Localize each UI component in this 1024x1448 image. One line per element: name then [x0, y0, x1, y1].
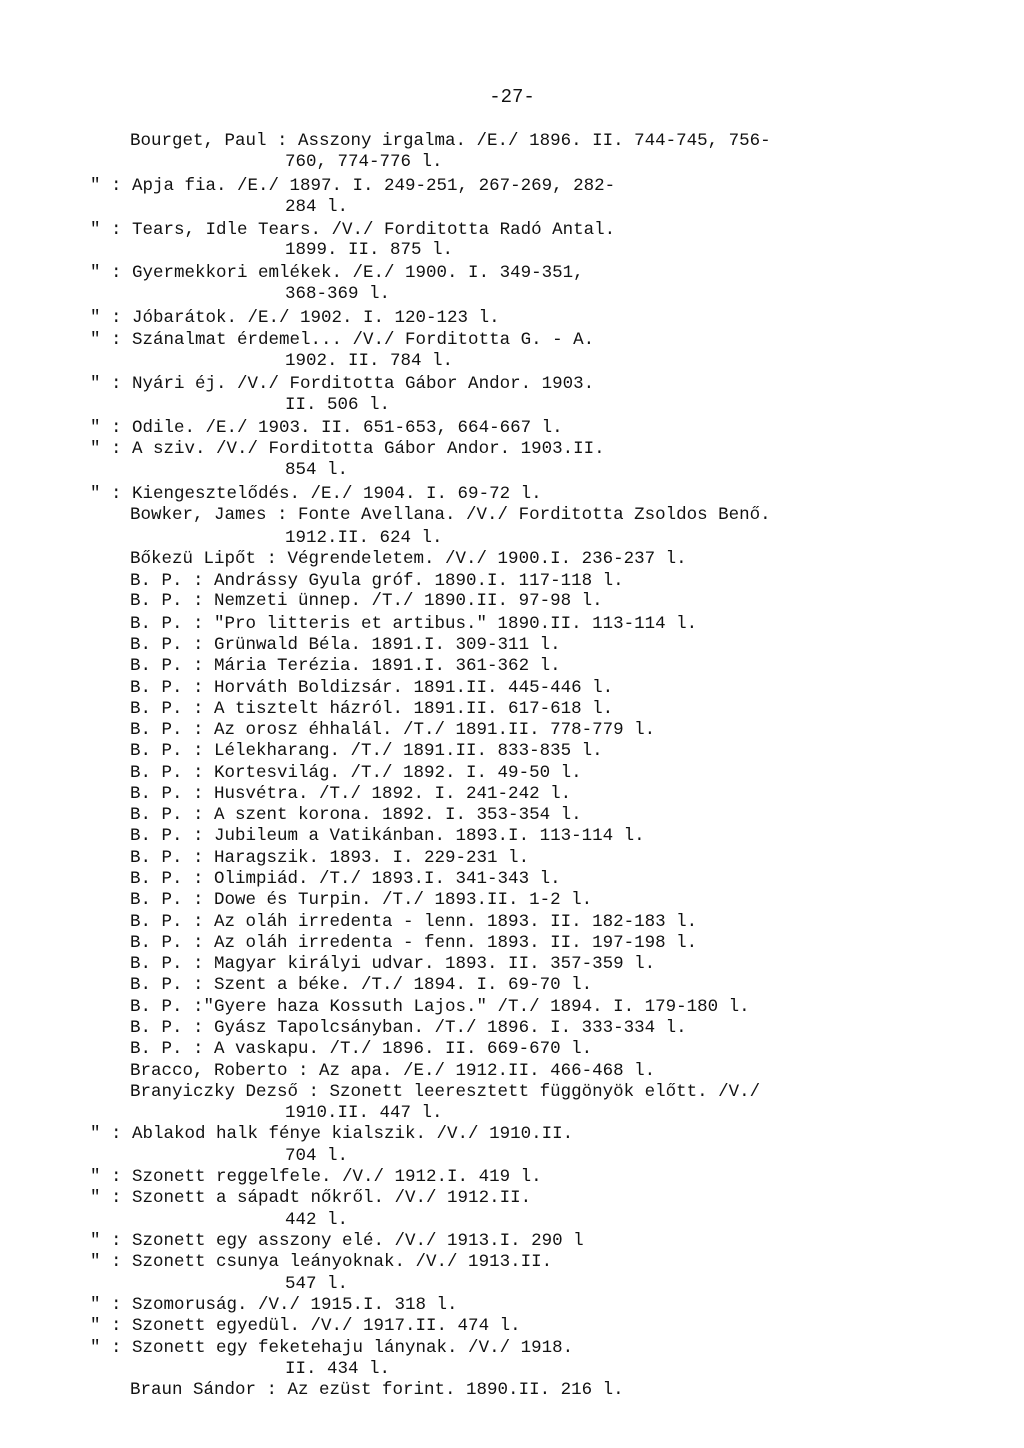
entry-line: " : Odile. /E./ 1903. II. 651-653, 664-667 l. [90, 418, 563, 438]
entry-line: B. P. : Gyász Tapolcsányban. /T./ 1896. I. 333-334 l. [130, 1018, 687, 1038]
entry-line: B. P. : Grünwald Béla. 1891.I. 309-311 l. [130, 635, 561, 655]
entry-line: " : Szonett egy asszony elé. /V./ 1913.I. 290 l [90, 1231, 584, 1251]
entry-line: 854 l. [285, 460, 349, 480]
entry-line: Bourget, Paul : Asszony irgalma. /E./ 1896. II. 744-745, 756- [130, 131, 771, 151]
entry-line: B. P. : Husvétra. /T./ 1892. I. 241-242 l. [130, 784, 572, 804]
entry-line: Braun Sándor : Az ezüst forint. 1890.II. 216 l. [130, 1380, 624, 1400]
entry-line: B. P. : A szent korona. 1892. I. 353-354 l. [130, 805, 582, 825]
entry-line: " : Kiengesztelődés. /E./ 1904. I. 69-72 l. [90, 484, 542, 504]
entry-line: II. 506 l. [285, 395, 391, 415]
entry-line: B. P. : Andrássy Gyula gróf. 1890.I. 117-118 l. [130, 571, 624, 591]
entry-line: 760, 774-776 l. [285, 152, 443, 172]
entry-line: B. P. : Kortesvilág. /T./ 1892. I. 49-50 l. [130, 763, 582, 783]
entry-line: B. P. : Jubileum a Vatikánban. 1893.I. 113-114 l. [130, 826, 645, 846]
entry-line: B. P. : "Pro litteris et artibus." 1890.II. 113-114 l. [130, 614, 698, 634]
entry-line: " : Nyári éj. /V./ Forditotta Gábor Andor. 1903. [90, 374, 595, 394]
entry-line: 704 l. [285, 1146, 349, 1166]
page-number: -27- [489, 86, 535, 108]
entry-line: B. P. : Olimpiád. /T./ 1893.I. 341-343 l. [130, 869, 561, 889]
entry-line: B. P. : Nemzeti ünnep. /T./ 1890.II. 97-98 l. [130, 591, 603, 611]
entry-line: " : Szonett egy feketehaju lánynak. /V./ 1918. [90, 1338, 574, 1358]
entry-line: " : Szánalmat érdemel... /V./ Forditotta G. - A. [90, 330, 595, 350]
entry-line: B. P. : Magyar királyi udvar. 1893. II. 357-359 l. [130, 954, 656, 974]
entry-line: II. 434 l. [285, 1359, 391, 1379]
entry-line: B. P. : Lélekharang. /T./ 1891.II. 833-835 l. [130, 741, 603, 761]
entry-line: " : Jóbarátok. /E./ 1902. I. 120-123 l. [90, 308, 500, 328]
entry-line: " : Tears, Idle Tears. /V./ Forditotta Radó Antal. [90, 220, 616, 240]
entry-line: 1899. II. 875 l. [285, 240, 454, 260]
entry-line: 1902. II. 784 l. [285, 351, 454, 371]
entry-line: " : A sziv. /V./ Forditotta Gábor Andor. 1903.II. [90, 439, 605, 459]
entry-line: " : Szonett a sápadt nőkről. /V./ 1912.II. [90, 1188, 532, 1208]
entry-line: " : Szonett reggelfele. /V./ 1912.I. 419 l. [90, 1167, 542, 1187]
entry-line: " : Szonett csunya leányoknak. /V./ 1913.II. [90, 1252, 553, 1272]
entry-line: Bowker, James : Fonte Avellana. /V./ Forditotta Zsoldos Benő. [130, 505, 771, 525]
entry-line: Branyiczky Dezső : Szonett leeresztett függönyök előtt. /V./ [130, 1082, 761, 1102]
entry-line: B. P. : Az orosz éhhalál. /T./ 1891.II. 778-779 l. [130, 720, 656, 740]
entry-line: " : Szonett egyedül. /V./ 1917.II. 474 l. [90, 1316, 521, 1336]
entry-line: B. P. :"Gyere haza Kossuth Lajos." /T./ 1894. I. 179-180 l. [130, 997, 750, 1017]
entry-line: 1910.II. 447 l. [285, 1103, 443, 1123]
entry-line: " : Apja fia. /E./ 1897. I. 249-251, 267-269, 282- [90, 176, 616, 196]
entry-line: B. P. : Az oláh irredenta - fenn. 1893. II. 197-198 l. [130, 933, 698, 953]
entry-line: B. P. : Az oláh irredenta - lenn. 1893. II. 182-183 l. [130, 912, 698, 932]
entry-line: " : Gyermekkori emlékek. /E./ 1900. I. 349-351, [90, 263, 584, 283]
entry-line: B. P. : A vaskapu. /T./ 1896. II. 669-670 l. [130, 1039, 593, 1059]
entry-line: " : Szomoruság. /V./ 1915.I. 318 l. [90, 1295, 458, 1315]
entry-line: B. P. : Horváth Boldizsár. 1891.II. 445-446 l. [130, 678, 614, 698]
entry-line: 442 l. [285, 1210, 349, 1230]
entry-line: B. P. : A tisztelt házról. 1891.II. 617-618 l. [130, 699, 614, 719]
entry-line: B. P. : Dowe és Turpin. /T./ 1893.II. 1-2 l. [130, 890, 593, 910]
entry-line: 1912.II. 624 l. [285, 528, 443, 548]
entry-line: 368-369 l. [285, 284, 391, 304]
entry-line: B. P. : Szent a béke. /T./ 1894. I. 69-70 l. [130, 975, 593, 995]
entry-line: " : Ablakod halk fénye kialszik. /V./ 1910.II. [90, 1124, 574, 1144]
entry-line: B. P. : Haragszik. 1893. I. 229-231 l. [130, 848, 530, 868]
entry-line: Bracco, Roberto : Az apa. /E./ 1912.II. 466-468 l. [130, 1061, 656, 1081]
entry-line: Bőkezü Lipőt : Végrendeletem. /V./ 1900.I. 236-237 l. [130, 549, 687, 569]
entry-line: 547 l. [285, 1274, 349, 1294]
entry-line: 284 l. [285, 197, 349, 217]
entry-line: B. P. : Mária Terézia. 1891.I. 361-362 l. [130, 656, 561, 676]
